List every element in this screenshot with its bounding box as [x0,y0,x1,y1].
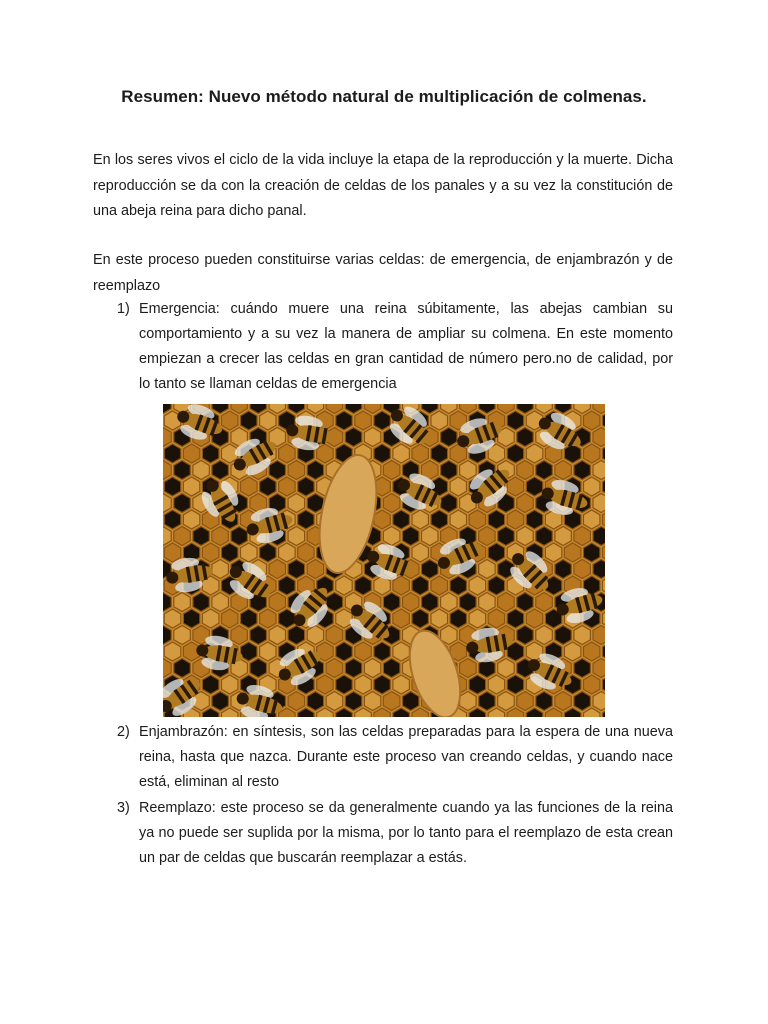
list-number: 3) [117,800,130,816]
intro-paragraph: En los seres vivos el ciclo de la vida incluye la etapa de la reproducción y la muerte. Dicha reproducción se da con la creación de celdas de los panales y a su vez la constitución de una abeja reina para dicho panal. [93,152,673,219]
list-number: 2) [117,724,130,740]
list-text: Enjambrazón: en síntesis, son las celdas preparadas para la espera de una nueva reina, hasta que nazca. Durante este proceso van creando celdas, y cuando nace está, eliminan al resto [139,724,673,790]
list-number: 1) [117,301,130,317]
list-text: Reemplazo: este proceso se da generalmente cuando ya las funciones de la reina ya no puede ser suplida por la misma, por lo tanto para el reemplazo de esta crean un par de celdas que buscarán reemplazar a estás. [139,800,673,866]
list-item-emergencia [117,297,673,397]
bees-on-honeycomb-photo [163,404,605,717]
bees-honeycomb-image [163,404,605,717]
document-title: Resumen: Nuevo método natural de multiplicación de colmenas. [121,87,647,106]
process-paragraph: En este proceso pueden constituirse varias celdas: de emergencia, de enjambrazón y de reemplazo [93,252,673,294]
list-item-reemplazo [117,796,673,871]
list-text: Emergencia: cuándo muere una reina súbitamente, las abejas cambian su comportamiento y a su vez la manera de ampliar su colmena. En este momento empiezan a crecer las celdas en gran cantidad de número pero.no de calidad, por lo tanto se llaman celdas de emergencia [139,301,673,392]
list-item-enjambrazon [117,720,673,795]
